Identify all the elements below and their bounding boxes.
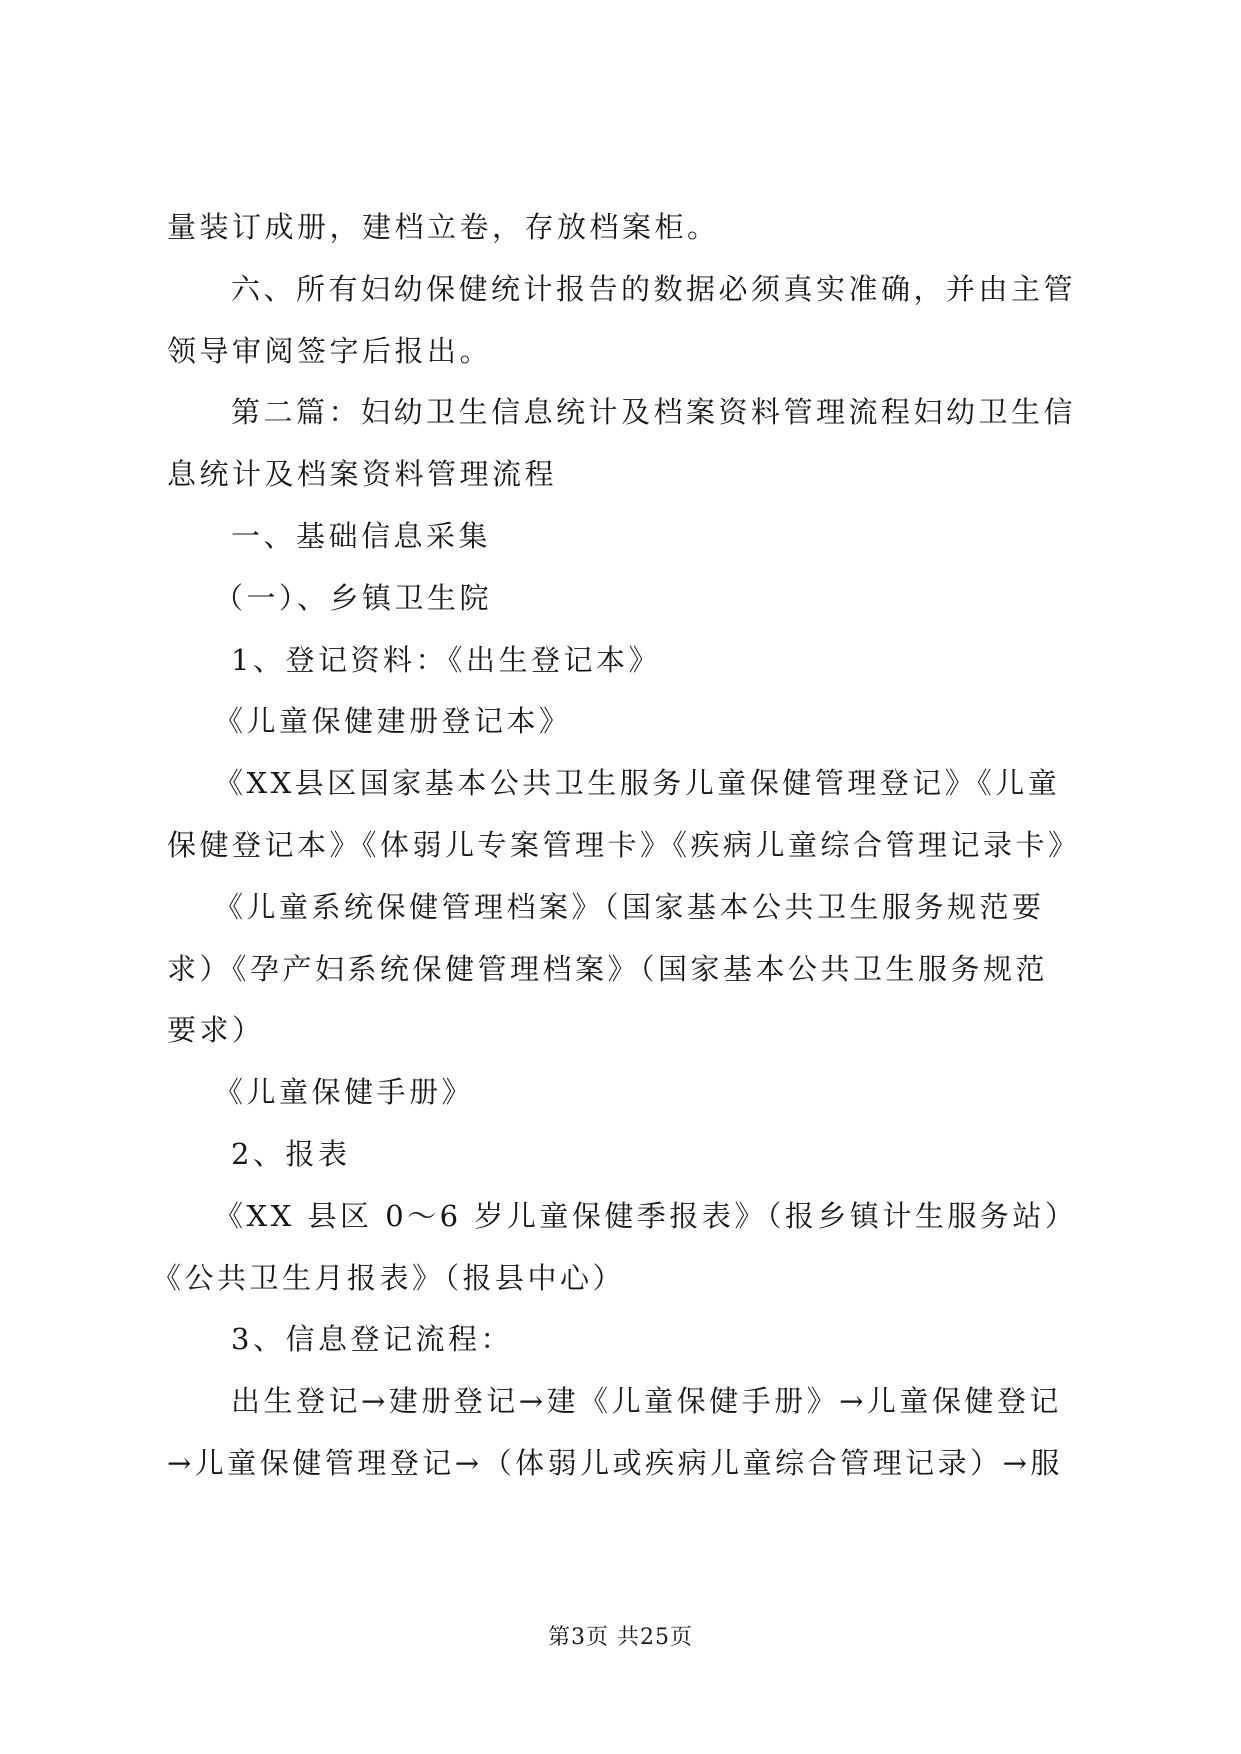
text-line: 量装订成册，建档立卷，存放档案柜。 xyxy=(167,210,720,244)
text-line: →儿童保健管理登记→（体弱儿或疾病儿童综合管理记录）→服 xyxy=(167,1445,1063,1480)
section-heading: 息统计及档案资料管理流程 xyxy=(167,457,558,492)
text-line: 2、报表 xyxy=(231,1136,351,1171)
text-line: 出生登记→建册登记→建《儿童保健手册》→儿童保健登记 xyxy=(231,1384,1062,1419)
document-body xyxy=(0,197,1241,1495)
text-line: 保健登记本》《体弱儿专案管理卡》《疾病儿童综合管理记录卡》 xyxy=(167,827,1081,862)
text-line: 《儿童保健手册》 xyxy=(214,1075,475,1110)
text-line: 3、信息登记流程： xyxy=(231,1322,513,1357)
section-heading: 第二篇：妇幼卫生信息统计及档案资料管理流程妇幼卫生信 xyxy=(231,395,1077,430)
text-line: （一）、乡镇卫生院 xyxy=(214,580,493,615)
text-line: 《XX 县区 0～6 岁儿童保健季报表》（报乡镇计生服务站） xyxy=(214,1198,1078,1233)
text-line: 《儿童系统保健管理档案》（国家基本公共卫生服务规范要 xyxy=(214,889,1045,924)
text-line: 六、所有妇幼保健统计报告的数据必须真实准确，并由主管 xyxy=(231,271,1077,306)
text-line: 领导审阅签字后报出。 xyxy=(167,333,493,368)
text-line: 《公共卫生月报表》（报县中心） xyxy=(152,1260,626,1295)
text-line: 要求） xyxy=(167,1013,265,1048)
text-line: 1、登记资料：《出生登记本》 xyxy=(231,642,661,677)
page-number-footer: 第3页 共25页 xyxy=(548,1625,693,1650)
text-line: 《XX县区国家基本公共卫生服务儿童保健管理登记》《儿童 xyxy=(214,766,1061,801)
text-line: 求）《孕产妇系统保健管理档案》（国家基本公共卫生服务规范 xyxy=(167,951,1049,986)
text-line: 一、基础信息采集 xyxy=(231,518,492,553)
text-line: 《儿童保健建册登记本》 xyxy=(214,704,572,739)
